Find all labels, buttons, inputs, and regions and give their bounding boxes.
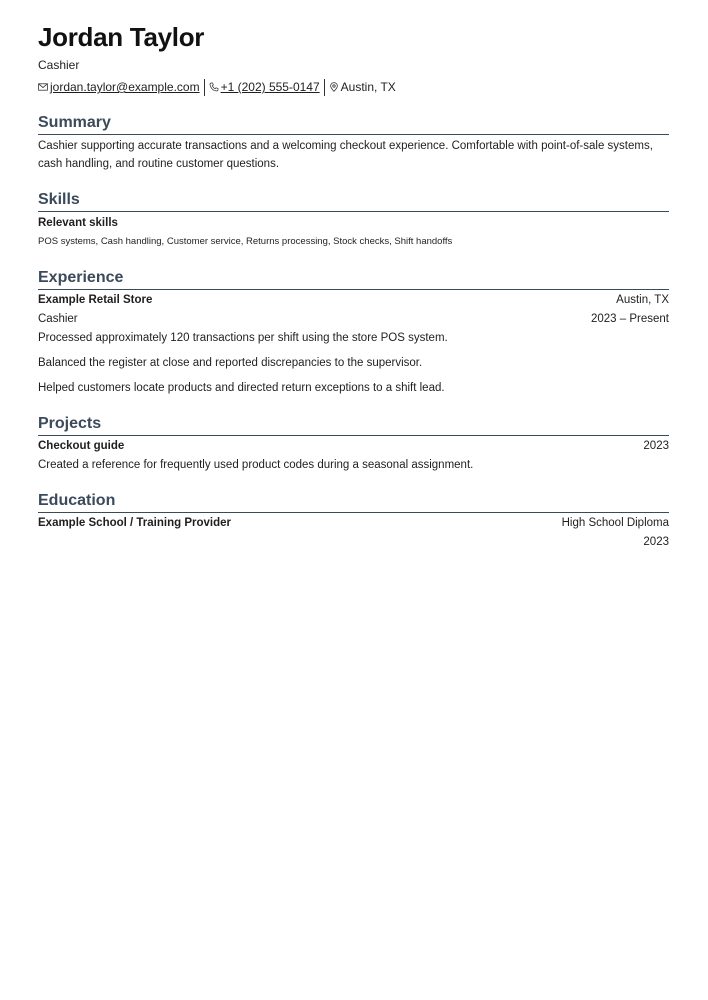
summary-text: Cashier supporting accurate transactions and a welcoming checkout experience. Comfortable with point-of-sale systems, cash handling, and routine customer questions. [38,140,653,170]
project-description: Created a reference for frequently used product codes during a seasonal assignment. [38,459,474,471]
email-link[interactable]: jordan.taylor@example.com [50,80,200,94]
education-degree: High School Diploma [561,517,669,529]
contact-email [38,80,200,94]
experience-bullet: Helped customers locate products and directed return exceptions to a shift lead. [38,382,445,394]
education-heading: Education [38,491,669,513]
contact-phone [209,80,320,94]
education-section [38,491,669,552]
candidate-name: Jordan Taylor [38,22,205,52]
experience-company-row [38,291,669,310]
education-year-row [38,533,669,552]
project-year: 2023 [643,440,669,452]
experience-bullet: Balanced the register at close and reported discrepancies to the supervisor. [38,357,423,369]
phone-link[interactable]: +1 (202) 555-0147 [220,80,320,94]
experience-dates: 2023 – Present [590,313,669,325]
skills-group-label-text: Relevant skills [38,217,118,229]
project-row [38,437,669,456]
location-text: Austin, TX [340,80,396,94]
resume-page [38,20,669,552]
experience-section [38,268,669,397]
candidate-title: Cashier [38,58,80,72]
experience-bullet: Processed approximately 120 transactions per shift using the store POS system. [38,332,448,344]
contact-location [329,80,396,94]
projects-heading: Projects [38,414,669,436]
contact-divider [204,79,205,96]
skills-list: POS systems, Cash handling, Customer service, Returns processing, Stock checks, Shift handoffs [38,236,453,247]
experience-location: Austin, TX [616,294,669,306]
skills-section [38,190,669,251]
phone-icon [209,82,219,92]
contact-divider [324,79,325,96]
summary-heading: Summary [38,113,669,135]
experience-company: Example Retail Store [38,294,153,306]
summary-section [38,113,669,173]
contact-line [38,78,669,96]
project-name: Checkout guide [38,440,125,452]
experience-bullets [38,329,669,397]
envelope-icon [38,82,48,92]
location-pin-icon [329,82,339,92]
education-row [38,514,669,533]
education-year: 2023 [643,536,669,548]
experience-role: Cashier [38,313,78,325]
experience-heading: Experience [38,268,669,290]
projects-section [38,414,669,474]
experience-role-row [38,310,669,329]
education-school: Example School / Training Provider [38,517,231,529]
skills-group-label [38,214,669,233]
skills-heading: Skills [38,190,669,212]
